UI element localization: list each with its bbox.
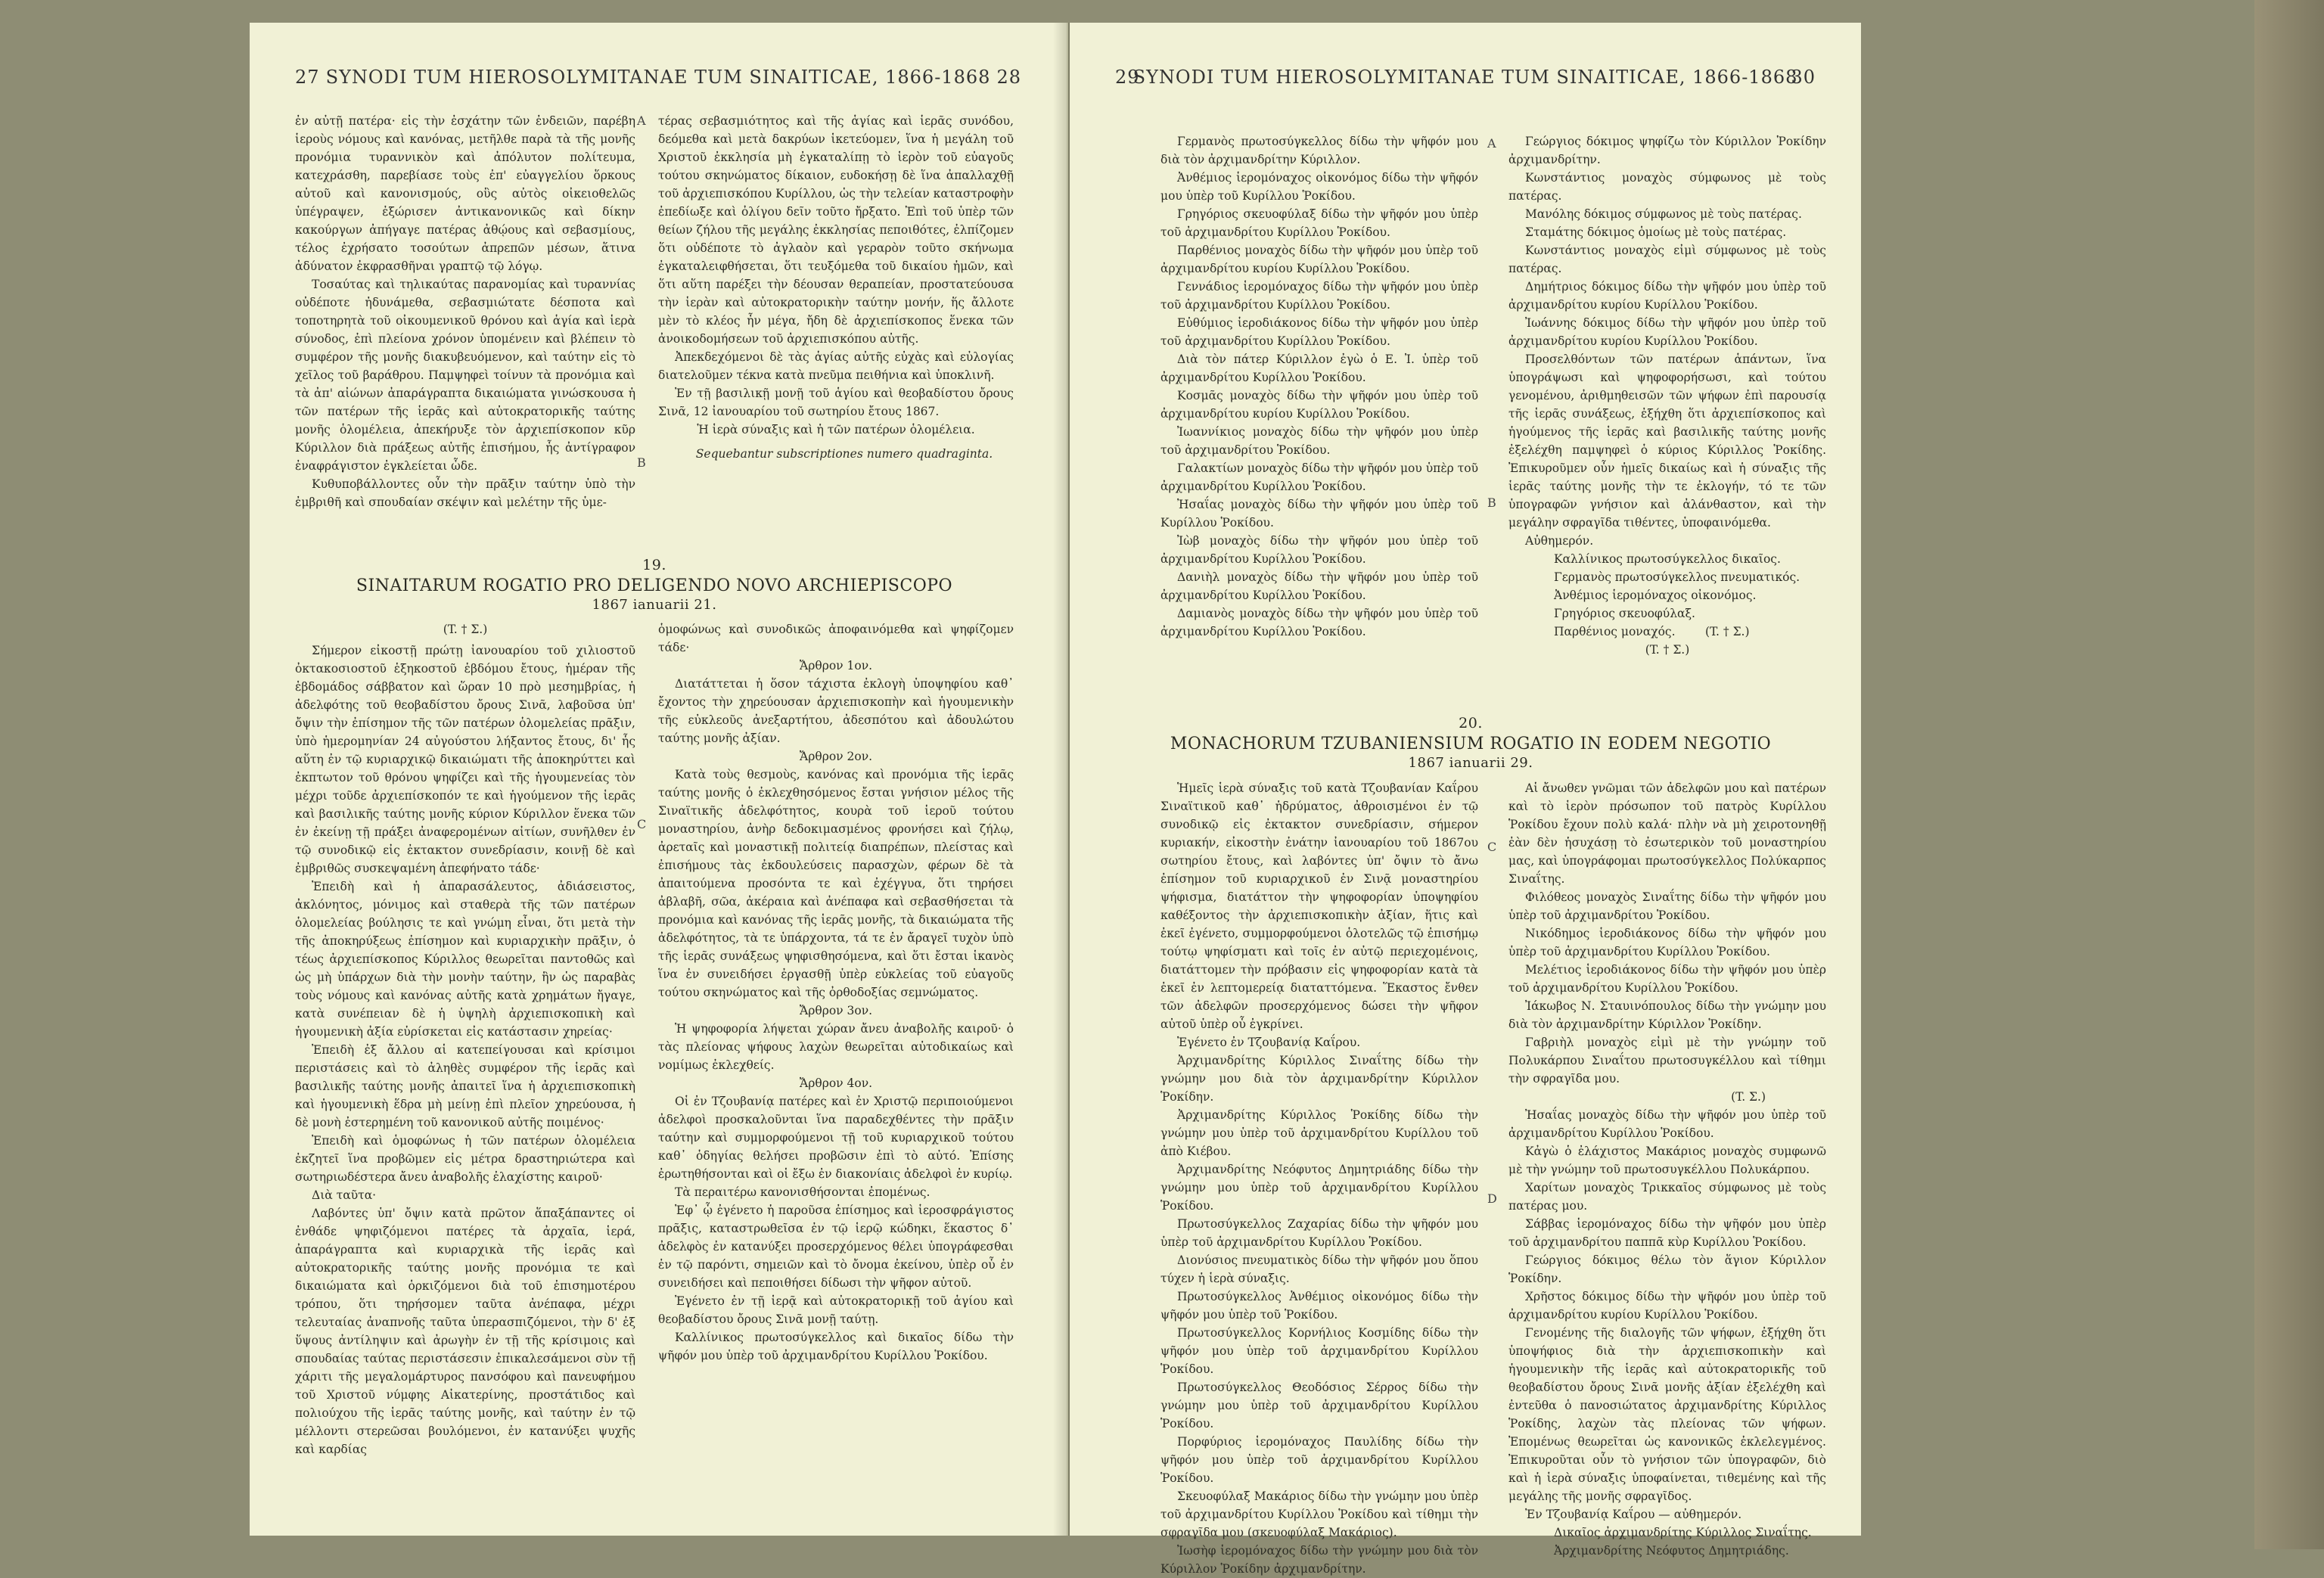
margin-marker: B [637,455,646,470]
vote-entry: Ἰωαννίκιος μοναχὸς δίδω τὴν ψῆφόν μου ὑπὲρ τοῦ ἀρχιμανδρίτου Ῥοκίδου. [1160,425,1478,457]
section-heading [295,557,1014,613]
vote-entry: Αἱ ἄνωθεν γνῶμαι τῶν ἀδελφῶν μου καὶ πατέρων καὶ τὸ ἱερὸν πρόσωπον τοῦ πατρὸς Κυρίλλου Ῥοκίδου ἔχουν πολὺ καλά· πλὴν νὰ μὴ χειροτονηθῇ ἐὰν δὲν ἡσυχάσῃ τὸ ἐσωτερικὸν τοῦ μοναστηρίου μας, καὶ ὑπογράφομαι πρωτοσύγκελλος Πολύκαρπος Σιναΐτης. [1508,781,1826,886]
margin-marker: C [637,817,647,831]
vote-entry: Ἰωσὴφ ἱερομόναχος δίδω τὴν γνώμην μου διὰ τὸν Κύριλλον Ῥοκίδην ἀρχιμανδρίτην. [1160,1544,1478,1576]
vote-entry: Πρωτοσύγκελλος Ἀνθέμιος οἰκονόμος δίδω τὴν ψῆφόν μου ὑπὲρ τοῦ Ῥοκίδου. [1160,1290,1478,1322]
vote-entry: Γεννάδιος ἱερομόναχος δίδω τὴν ψῆφόν μου ὑπὲρ τοῦ ἀρχιμανδρίτου Κυρίλλου Ῥοκίδου. [1160,280,1478,312]
paragraph: Ἐφ᾽ ᾧ ἐγένετο ἡ παροῦσα ἐπίσημος καὶ ἱεροσφράγιστος πρᾶξις, καταστρωθεῖσα ἐν τῷ ἱερῷ κώδηκι, ἕκαστος δ᾽ ἀδελφὸς ἐν κατανύξει προσερχόμενος θέλει ὑπογράφεσθαι ἐν τῷ παρόντι, σημειῶν καὶ τὸ ὄνομα ἐκείνου, ὑπὲρ οὗ ἐν συνειδήσει καὶ πεποιθήσει δίδωσι τὴν ψῆφον αὐτοῦ. [658,1204,1014,1290]
sequebantur-note: Sequebantur subscriptiones numero quadraginta. [695,447,993,461]
running-title: SYNODI TUM HIEROSOLYMITANAE TUM SINAITICAE, 1866-1868 [325,67,991,88]
seal: (T. † Σ.) [443,623,488,636]
vote-entry: Εὐθύμιος ἱεροδιάκονος δίδω τὴν ψῆφόν μου ὑπὲρ τοῦ ἀρχιμανδρίτου Κυρίλλου Ῥοκίδου. [1160,316,1478,348]
signature [1508,623,1826,641]
vote-entry: Γεώργιος δόκιμος ψηφίζω τὸν Κύριλλον Ῥοκίδην ἀρχιμανδρίτην. [1508,135,1826,166]
signature: Ἀνθέμιος ἱερομόναχος οἰκονόμος. [1554,589,1757,602]
vote-entry: Χαρίτων μοναχὸς Τρικκαῖος σύμφωνος μὲ τοὺς πατέρας μου. [1508,1181,1826,1213]
running-title: SYNODI TUM HIEROSOLYMITANAE TUM SINAITICAE, 1866-1868 [1132,67,1798,88]
page-number: 27 [295,67,320,88]
paragraph: Σήμερον εἰκοστῇ πρώτῃ ἰανουαρίου τοῦ χιλιοστοῦ ὀκτακοσιοστοῦ ἑξηκοστοῦ ἑβδόμου ἔτους, ἡμέραν τῆς ἑβδομάδος σάββατον καὶ ὥραν 10 πρὸ μεσημβρίας, ἡ ἀδελφότης τοῦ θεοβαδίστου ὄρους Σινᾶ, λαβοῦσα ὑπ' ὄψιν τὴν ἐπίσημον τῆς τῶν πατέρων ὁλομελείας πρᾶξιν, ὑπὸ ἡμερομηνίαν 24 αὐγούστου λήξαντος ἔτους, δι' ἧς αὕτη ἐν τῷ κυριαρχικῷ δικαιώματι τῆς ἀποκηρύττει καὶ ἐκπτωτον τοῦ θρόνου ψηφίζει καὶ τῆς ἡγουμενείας τὸν μέχρι τοῦδε ἀρχιεπίσκοπόν τε καὶ ἡγούμενον τῆς ἱερᾶς καὶ βασιλικῆς ταύτης μονῆς κύριον Κύριλλον ἕνεκα τῶν ἐν ἐκείνῃ τῇ πράξει ἀναφερομένων αἰτίων, συνῆλθεν ἐν τῷ συνοδικῷ εἰς ἐκτακτον συνεδρίασιν, κοινῇ δὲ καὶ ἐμβριθῶς συσκεψαμένη ἀπεφήνατο τάδε· [295,644,635,875]
text-column [1160,132,1478,715]
paragraph: Κατὰ τοὺς θεσμοὺς, κανόνας καὶ προνόμια τῆς ἱερᾶς ταύτης μονῆς ὁ ἐκλεχθησόμενος ἔσται γνήσιον μέλος τῆς Σιναϊτικῆς ἀδελφότητος, κουρὰ τοῦ ἱεροῦ τούτου μοναστηρίου, ἀνὴρ δεδοκιμασμένος φρονήσει καὶ ζήλῳ, ἀρεταῖς καὶ μοναστικῇ πολιτείᾳ διαπρέπων, πλείστας καὶ ἐπισήμους τὰς ἐκδουλεύσεις παρασχὼν, φέρων δὲ τὰ ἀπαιτούμενα προσόντα τε καὶ ἐχέγγυα, ὅτι τηρήσει ἀβλαβῆ, σῶα, ἀκέραια καὶ ἀνέπαφα καὶ σεβασθήσεται τὰ προνόμια καὶ κανόνας τῆς ἱερᾶς μονῆς, τὰ δικαιώματα τῆς ἀδελφότητος, τὰ τε ὑπάρχοντα, τά τε ἐν ἄραγεῖ τυχὸν ὑπὸ τῆς ἱερᾶς συνάξεως ψηφισθησόμενα, καὶ ὅτι ἔσται ἱκανὸς ἵνα ἐν συνειδήσει ἐργασθῇ ὑπὲρ εὐκλείας τοῦ εὐαγοῦς τούτου σκηνώματος καὶ τῆς ὀρθοδοξίας σεμνώματος. [658,768,1014,999]
vote-entry: Ἀρχιμανδρίτης Κύριλλος Σιναΐτης δίδω τὴν γνώμην μου διὰ τὸν ἀρχιμανδρίτην Κύριλλον Ῥοκίδην. [1160,1054,1478,1104]
vote-entry: Κωνστάντιος μοναχὸς εἰμὶ σύμφωνος μὲ τοὺς πατέρας. [1508,244,1826,275]
article-heading: Ἄρθρον 2ον. [799,750,873,763]
vote-entry: Σάββας ἱερομόναχος δίδω τὴν ψῆφόν μου ὑπὲρ τοῦ ἀρχιμανδρίτου παππᾶ κὺρ Κυρίλλου Ῥοκίδου. [1508,1217,1826,1249]
margin-marker: A [637,113,646,128]
running-head [295,67,1021,97]
paragraph: Ἀπεκδεχόμενοι δὲ τὰς ἁγίας αὐτῆς εὐχὰς καὶ εὐλογίας διατελοῦμεν τέκνα κατὰ πνεῦμα πειθήνια καὶ ὑποκλινῆ. [658,350,1014,382]
vote-entry: Γερμανὸς πρωτοσύγκελλος δίδω τὴν ψῆφόν μου διὰ τὸν ἀρχιμανδρίτην Κύριλλον. [1160,135,1478,166]
text-column [1508,132,1826,715]
vote-entry: Νικόδημος ἱεροδιάκονος δίδω τὴν ψῆφόν μου ὑπὲρ τοῦ ἀρχιμανδρίτου Κυρίλλου Ῥοκίδου. [1508,927,1826,958]
margin-marker: A [1487,136,1496,151]
section-heading [1115,715,1826,771]
section-date: 1867 ianuarii 21. [592,597,717,613]
paragraph: Ἡμεῖς ἱερὰ σύναξις τοῦ κατὰ Τζουβανίαν Καΐρου Σιναϊτικοῦ καθ᾽ ἡδρύματος, ἀθροισμένοι ἐν τῷ συνοδικῷ εἰς ἐκτακτον συνεδρίασιν, σήμερον κυριακήν, εἰκοστὴν ἐνάτην ἰανουαρίου τοῦ 1867ου σωτηρίου ἔτους, καὶ λαβόντες ὑπ' ὄψιν τὸ ἄνω ἐπίσημον τοῦ κυριαρχικοῦ ἐν Σινᾷ μοναστηρίου ψήφισμα, διατάττον τὴν ψηφοφορίαν ὑποψηφίου καθέξοντος τὴν ἀρχιεπισκοπικὴν ἀξίαν, ἥτις καὶ ἐκεῖ ἐγένετο, συμμορφούμενοι ὁλοτελῶς τῷ ἐπισήμῳ τούτῳ ψηφίσματι καὶ τοῖς ἐν αὐτῷ περιεχομένοις, διατάττομεν τὴν πρόβασιν εἰς ψηφοφορίαν κατὰ τὰ ἐκεῖ ἐν λεπτομερείᾳ διαταττόμενα. Ἕκαστος ἔνθεν τῶν ἀδελφῶν προσερχόμενος δώσει τὴν ψῆφον αὐτοῦ ὑπὲρ οὗ ἐγκρίνει. [1160,781,1478,1031]
margin-marker: D [1487,1191,1497,1206]
section-number: 19. [642,557,666,573]
vote-entry: Ἰάκωβος Ν. Σταυινόπουλος δίδω τὴν γνώμην μου διὰ τὸν ἀρχιμανδρίτην Κύριλλον Ῥοκίδην. [1508,999,1826,1031]
paragraph: ἐν αὐτῇ πατέρα· εἰς τὴν ἐσχάτην τῶν ἐνδειῶν, παρέβη ἱεροὺς νόμους καὶ κανόνας, μετῆλθε παρὰ τὰ τῆς μονῆς προνόμια τυραννικὸν καὶ ἀπόλυτον πολίτευμα, κατεχράσθη, παρεβίασε τοὺς ἐπ' εὐαγγελίου ὅρκους αὐτοῦ καὶ κανονισμούς, οὓς αὐτὸς οἰκειοθελῶς ὑπέγραψεν, ἐξώρισεν ἀντικανονικῶς καὶ δίκην κακούργων ἀπήγαγε πατέρας ἀθῴους καὶ σεβασμίους, τέλος ἐχρήσατο τοσούτων ἀπρεπῶν μέσων, ἅτινα ἀδύνατον ἐκφρασθῆναι γραπτῷ τῷ λόγῳ. [295,114,635,273]
signature-name: Παρθένιος μοναχός. [1554,625,1676,638]
book-edge [2254,0,2324,1549]
signature: Καλλίνικος πρωτοσύγκελλος δικαῖος. [1554,552,1781,566]
vote-entry: Δαμιανὸς μοναχὸς δίδω τὴν ψῆφόν μου ὑπὲρ τοῦ ἀρχιμανδρίτου Κυρίλλου Ῥοκίδου. [1160,607,1478,638]
vote-entry: Διὰ τὸν πάτερ Κύριλλον ἐγὼ ὁ Ε. Ἰ. ὑπὲρ τοῦ ἀρχιμανδρίτου Κυρίλλου Ῥοκίδου. [1160,353,1478,384]
paragraph: Προσελθόντων τῶν πατέρων ἁπάντων, ἵνα ὑπογράψωσι καὶ ψηφοφορήσωσι, καὶ τούτου γενομένου, ἀριθμηθεισῶν τῶν ψήφων ἐπὶ παρουσίᾳ τῆς ἱερᾶς συνάξεως, ἐξήχθη ὅτι ἀρχιεπίσκοπος καὶ ἡγούμενος τῆς ἱερᾶς καὶ βασιλικῆς ταύτης μονῆς ἐξελέχθη παμψηφεὶ ὁ κύριος Κύριλλος Ῥοκίδης. Ἐπικυροῦμεν οὖν ἡμεῖς δικαίως καὶ ἡ σύναξις τῆς ἱερᾶς ταύτης μονῆς τὴν τε ἐκλογήν, τό τε τῶν ὑπογραφῶν γνήσιον καὶ ἀλάνθαστον, καὶ τὴν μεγάλην σφραγῖδα τιθέντες, ὑποφαινόμεθα. [1508,353,1826,530]
margin-marker: C [1487,840,1497,854]
paragraph: Διὰ ταῦτα· [312,1188,377,1202]
vote-entry: Μελέτιος ἱεροδιάκονος δίδω τὴν ψῆφόν μου ὑπὲρ τοῦ ἀρχιμανδρίτου Κυρίλλου Ῥοκίδου. [1508,963,1826,995]
vote-entry: Γρηγόριος σκευοφύλαξ δίδω τὴν ψῆφόν μου ὑπὲρ τοῦ ἀρχιμανδρίτου Κυρίλλου Ῥοκίδου. [1160,207,1478,239]
paragraph: Ἐπειδὴ καὶ ἡ ἀπαρασάλευτος, ἀδιάσειστος, ἀκλόνητος, μόνιμος καὶ σταθερὰ τῆς τῶν πατέρων ὁλομελείας βούλησις τε καὶ γνώμη εἶναι, ὅτι μετὰ τὴν τῆς ἀποκηρύξεως ἐπίσημον καὶ κυριαρχικὴν πρᾶξιν, ὁ τέως ἀρχιεπίσκοπος Κύριλλος θεωρεῖται παντοθῶς καὶ ὡς μὴ ὑπάρχων διὰ τὴν μονὴν ταύτην, ἣν ὡς παραβὰς τοὺς νόμους καὶ κανόνας αὐτῆς κατὰ χρημάτων ἤγαγε, κατὰ συνέπειαν δὲ ἡ ὑψηλὴ ἀρχιεπισκοπικὴ καὶ ἡγουμενικὴ ἀξία εὑρίσκεται εἰς κατάστασιν χηρείας· [295,880,635,1039]
text-column [1508,779,1826,1558]
paragraph: ὁμοφώνως καὶ συνοδικῶς ἀποφαινόμεθα καὶ ψηφίζομεν τάδε· [658,623,1014,654]
vote-entry: Δανιὴλ μοναχὸς δίδω τὴν ψῆφόν μου ὑπὲρ τοῦ ἀρχιμανδρίτου Κυρίλλου Ῥοκίδου. [1160,570,1478,602]
paragraph: Ἐν τῇ βασιλικῇ μονῇ τοῦ ἁγίου καὶ θεοβαδίστου ὄρους Σινᾶ, 12 ἰανουαρίου τοῦ σωτηρίου ἔτους 1867. [658,387,1014,418]
vote-entry: Διονύσιος πνευματικὸς δίδω τὴν ψῆφόν μου ὅπου τύχεν ἡ ἱερὰ σύναξις. [1160,1253,1478,1285]
margin-marker: B [1487,495,1496,510]
vote-entry: Φιλόθεος μοναχὸς Σιναΐτης δίδω τὴν ψῆφόν μου ὑπὲρ τοῦ ἀρχιμανδρίτου Ῥοκίδου. [1508,890,1826,922]
article-heading: Ἄρθρον 4ον. [799,1076,873,1090]
page-number: 28 [996,67,1021,88]
vote-entry: Σταμάτης δόκιμος ὁμοίως μὲ τοὺς πατέρας. [1525,225,1787,239]
paragraph: Τοσαύτας καὶ τηλικαύτας παρανομίας καὶ τυραννίας οὐδέποτε ἠδυνάμεθα, σεβασμιώτατε δέσποτα καὶ τοποτηρητὰ τοῦ οἰκουμενικοῦ θρόνου καὶ ἁγία καὶ ἱερὰ σύνοδος, ἐπὶ πλείονα χρόνον ὑπομένειν καὶ βλέπειν τὸ συμφέρον τῆς μονῆς διακυβευόμενον, καὶ ταύτην εἰς τὸ χεῖλος τοῦ βαράθρου. Παμψηφεὶ τοίνυν τὰ προνόμια καὶ τὰ ἀπ' αἰώνων ἀπαράγραπτα δικαιώματα γινώσκουσα ἡ τῶν πατέρων τῆς ἱερᾶς καὶ αὐτοκρατορικῆς ταύτης μονῆς ὁλομέλεια, ἀπεκήρυξε τὸν ἀρχιεπίσκοπον κῦρ Κύριλλον διὰ πράξεως αὐτῆς ἐπισήμου, ἧς ἀντίγραφον ἐναφράγιστον ἐγκλείεται ὧδε. [295,278,635,473]
text-column [295,620,635,1505]
paragraph: Αὐθημερόν. [1525,534,1594,548]
seal: (T. Σ.) [1731,1090,1766,1104]
vote-entry: Παρθένιος μοναχὸς δίδω τὴν ψῆφόν μου ὑπὲρ τοῦ ἀρχιμανδρίτου κυρίου Κυρίλλου Ῥοκίδου. [1160,244,1478,275]
section-title: SINAITARUM ROGATIO PRO DELIGENDO NOVO ARCHIEPISCOPO [356,576,953,595]
section-title: MONACHORUM TZUBANIENSIUM ROGATIO IN EODEM NEGOTIO [1170,735,1772,753]
running-head [1115,67,1816,97]
vote-entry: Δημήτριος δόκιμος δίδω τὴν ψῆφόν μου ὑπὲρ τοῦ ἀρχιμανδρίτου κυρίου Κυρίλλου Ῥοκίδου. [1508,280,1826,312]
paragraph: Ἐν Τζουβανίᾳ Καΐρου — αὐθημερόν. [1525,1508,1742,1521]
text-column [658,112,1014,558]
vote-entry: Ἠσαΐας μοναχὸς δίδω τὴν ψῆφόν μου ὑπὲρ τοῦ ἀρχιμανδρίτου Κυρίλλου Ῥοκίδου. [1508,1108,1826,1140]
text-column [658,620,1014,1505]
section-number: 20. [1459,715,1483,732]
paragraph: Γενομένης τῆς διαλογῆς τῶν ψήφων, ἐξήχθη ὅτι ὑποψήφιος διὰ τὴν ἀρχιεπισκοπικὴν καὶ ἡγουμενικὴν τῆς ἱερᾶς καὶ αὐτοκρατορικῆς τοῦ θεοβαδίστου ὄρους Σινᾶ μονῆς ἀξίαν ἐξελέχθη καὶ ἐντεῦθα ὁ πανοσιώτατος ἀρχιμανδρίτης Κύριλλος Ῥοκίδης, λαχὼν τὰς πλείονας τῶν ψήφων. Ἐπομένως θεωρεῖται ὡς κανονικῶς ἐκλελεγμένος. Ἐπικυροῦται οὖν τὸ γνήσιον τῶν ὑπογραφῶν, διὸ καὶ ἡ ἱερὰ σύναξις ὑποφαίνεται, τιθεμένης καὶ τῆς μεγάλης τῆς μονῆς σφραγῖδος. [1508,1326,1826,1503]
signature: Ἀρχιμανδρίτης Νεόφυτος Δημητριάδης. [1554,1544,1789,1558]
paragraph: Ἐπειδὴ ἐξ ἄλλου αἱ κατεπείγουσαι καὶ κρίσιμοι περιστάσεις καὶ τὸ ἀληθὲς συμφέρον τῆς ἱερᾶς καὶ βασιλικῆς ταύτης μονῆς ἀπαιτεῖ ἵνα ἡ ἀρχιεπισκοπικὴ καὶ ἡγουμενικὴ ἕδρα μὴ μείνῃ ἐπὶ πλεῖον χηρεύουσα, ἡ δὲ μονὴ ἐστερημένη τοῦ κανονικοῦ αὐτῆς ποιμένος· [295,1043,635,1129]
vote-entry: Κἀγὼ ὁ ἐλάχιστος Μακάριος μοναχὸς συμφωνῶ μὲ τὴν γνώμην τοῦ πρωτοσυγκέλλου Πολυκάρπου. [1508,1145,1826,1176]
article-heading: Ἄρθρον 3ον. [799,1004,873,1017]
paragraph: Διατάττεται ἡ ὅσον τάχιστα ἐκλογὴ ὑποψηφίου καθ᾽ ἔχοντος τὴν χηρεύουσαν ἀρχιεπισκοπὴν καὶ ἡγουμενικὴν τῆς εὐκλεοῦς ἀνεξαρτήτου, ἀδεσπότου καὶ ἀδουλώτου ταύτης μονῆς ἀξίαν. [658,677,1014,745]
article-heading: Ἄρθρον 1ον. [799,659,873,673]
paragraph: τέρας σεβασμιότητος καὶ τῆς ἁγίας καὶ ἱερᾶς συνόδου, δεόμεθα καὶ μετὰ δακρύων ἱκετεύομεν, ἵνα ἡ μεγάλη τοῦ Χριστοῦ ἐκκλησία μὴ ἐγκαταλίπῃ τὸ ἱερὸν τοῦ εὐαγοῦς τούτου σκηνώματος δίκαιον, ευδοκήσῃ δὲ ἵνα ἀπαλλαχθῇ τοῦ ἀρχιεπισκόπου Κυρίλλου, ὡς τὴν τελείαν καταστροφὴν ἐπεδίωξε καὶ ὀλίγου δεῖν τοῦτο ἤρξατο. Ἐπὶ τοῦ ὑπὲρ τῶν θείων ζήλου τῆς μεγάλης ἐκκλησίας πεποιθότες, ἐλπίζομεν ὅτι οὐδέποτε τὸ ἀγλαὸν καὶ γεραρὸν τοῦτο σκήνωμα ἐγκαταλειφθήσεται, ὅτι τευξόμεθα τοῦ δικαίου ἡμῶν, καὶ ὅτι αὕτη παρέξει τὴν δέουσαν θεραπείαν, προστατεύουσα τὴν ἱερὰν καὶ αὐτοκρατορικὴν ταύτην μονήν, ἥς ἄλλοτε μὲν τὸ κλέος ἦν μέγα, ἤδη δὲ ἀρχιεπίσκοπος ἕνεκα τῶν ἀνοικοδομήσεων τοῦ ἀρχιεπισκόπου αὐτῆς. [658,114,1014,346]
paragraph: Κυθυποβάλλοντες οὖν τὴν πρᾶξιν ταύτην ὑπὸ τὴν ἐμβριθῆ καὶ σπουδαίαν σκέψιν καὶ μελέτην τῆς ὑμε- [295,477,635,509]
page-number: 29 [1115,67,1140,88]
section-date: 1867 ianuarii 29. [1408,755,1533,771]
right-page [1070,23,1861,1576]
signature: Δικαῖος ἀρχιμανδρίτης Κύριλλος Σιναΐτης. [1554,1526,1812,1539]
vote-entry: Ἀνθέμιος ἱερομόναχος οἰκονόμος δίδω τὴν ψῆφόν μου ὑπὲρ τοῦ Κυρίλλου Ῥοκίδου. [1160,171,1478,203]
signature: Γερμανὸς πρωτοσύγκελλος πνευματικός. [1554,570,1800,584]
vote-entry: Χρῆστος δόκιμος δίδω τὴν ψῆφόν μου ὑπὲρ τοῦ ἀρχιμανδρίτου κυρίου Κυρίλλου Ῥοκίδου. [1508,1290,1826,1322]
text-column [295,112,635,558]
vote-entry: Γεώργιος δόκιμος θέλω τὸν ἅγιον Κύριλλον Ῥοκίδην. [1508,1253,1826,1285]
vote-entry: Πορφύριος ἱερομόναχος Παυλίδης δίδω τὴν ψῆφόν μου ὑπὲρ τοῦ ἀρχιμανδρίτου Κυρίλλου Ῥοκίδου. [1160,1435,1478,1485]
seal: (T. † Σ.) [1645,643,1690,657]
vote-entry: Ἠσαΐας μοναχὸς δίδω τὴν ψῆφόν μου ὑπὲρ τοῦ Κυρίλλου Ῥοκίδου. [1160,498,1478,530]
vote-entry: Ἰωάννης δόκιμος δίδω τὴν ψῆφόν μου ὑπὲρ τοῦ ἀρχιμανδρίτου κυρίου Κυρίλλου Ῥοκίδου. [1508,316,1826,348]
vote-entry: Γαλακτίων μοναχὸς δίδω τὴν ψῆφόν μου ὑπὲρ τοῦ ἀρχιμανδρίτου Κυρίλλου Ῥοκίδου. [1160,461,1479,493]
vote-entry: Κοσμᾶς μοναχὸς δίδω τὴν ψῆφόν μου ὑπὲρ τοῦ ἀρχιμανδρίτου κυρίου Κυρίλλου Ῥοκίδου. [1160,389,1478,421]
vote-entry: Κωνστάντιος μοναχὸς σύμφωνος μὲ τοὺς πατέρας. [1508,171,1826,203]
vote-entry: Πρωτοσύγκελλος Κορνήλιος Κοσμίδης δίδω τὴν ψῆφόν μου ὑπὲρ τοῦ ἀρχιμανδρίτου Κυρίλλου Ῥοκίδου. [1160,1326,1478,1376]
paragraph: Ἐγένετο ἐν Τζουβανίᾳ Καΐρου. [1177,1036,1361,1049]
signature: Γρηγόριος σκευοφύλαξ. [1554,607,1695,620]
paragraph: Τὰ περαιτέρω κανονισθήσονται ἐπομένως. [675,1185,931,1199]
paragraph: Ἡ ἱερὰ σύναξις καὶ ἡ τῶν πατέρων ὁλομέλεια. [697,423,975,436]
vote-entry: Ἀρχιμανδρίτης Νεόφυτος Δημητριάδης δίδω τὴν γνώμην μου ὑπὲρ τοῦ ἀρχιμανδρίτου Κυρίλλου Ῥοκίδου. [1160,1163,1478,1213]
paragraph: Ἡ ψηφοφορία λήψεται χώραν ἄνευ ἀναβολῆς καιροῦ· ὁ τὰς πλείονας ψήφους λαχὼν θεωρεῖται αὐτοδικαίως καὶ νομίμως ἐκλεχθείς. [658,1022,1014,1072]
paragraph: Οἱ ἐν Τζουβανίᾳ πατέρες καὶ ἐν Χριστῷ περιποιούμενοι ἀδελφοὶ προσκαλοῦνται ἵνα παραδεχθέντες τὴν πρᾶξιν ταύτην καὶ συμμορφούμενοι τῇ τοῦ κυριαρχικοῦ τούτου καθ᾽ ὁδηγίας θελήσει προβῶσιν ἐπὶ τὸ αὐτό. Ἐπίσης ἐρωτηθήσονται καὶ οἱ ἔξω ἐν διακονίαις ἀδελφοὶ ἐν κυρίῳ. [658,1095,1014,1181]
vote-entry: Ἰὼβ μοναχὸς δίδω τὴν ψῆφόν μου ὑπὲρ τοῦ ἀρχιμανδρίτου Κυρίλλου Ῥοκίδου. [1160,534,1478,566]
vote-entry: Ἀρχιμανδρίτης Κύριλλος Ῥοκίδης δίδω τὴν γνώμην μου ὑπὲρ τοῦ ἀρχιμανδρίτου Κυρίλλου τοῦ ἀπὸ Κιέβου. [1160,1108,1478,1158]
vote-entry: Πρωτοσύγκελλος Θεοδόσιος Σέρρος δίδω τὴν γνώμην μου ὑπὲρ τοῦ ἀρχιμανδρίτου Κυρίλλου Ῥοκίδου. [1160,1381,1478,1430]
vote-entry: Πρωτοσύγκελλος Ζαχαρίας δίδω τὴν ψῆφόν μου ὑπὲρ τοῦ ἀρχιμανδρίτου Κυρίλλου Ῥοκίδου. [1160,1217,1478,1249]
page-number: 30 [1791,67,1816,88]
vote-entry: Γαβριὴλ μοναχὸς εἰμὶ μὲ τὴν γνώμην τοῦ Πολυκάρπου Σιναΐτου πρωτοσυγκέλλου καὶ τίθημι τὴν σφραγῖδα μου. [1508,1036,1826,1086]
paragraph: Λαβόντες ὑπ' ὄψιν κατὰ πρῶτον ἅπαξάπαντες οἱ ἐνθάδε ψηφιζόμενοι πατέρες τὰ ἀρχαῖα, ἱερά, ἀπαράγραπτα καὶ κυριαρχικὰ τῆς ἱερᾶς καὶ αὐτοκρατορικῆς ταύτης μονῆς προνόμια τε καὶ δικαιώματα καὶ ὁρκιζόμενοι διὰ τοῦ ἐπισημοτέρου τρόπου, ὅτι τηρήσομεν ταῦτα ἀνέπαφα, μέχρι τελευταίας ἀναπνοῆς ταῦτα ὑπερασπιζόμενοι, τὴν δ' ἐξ ὕψους ἀντίληψιν καὶ ἀρωγὴν ἐν τῇ τῆς κρίσιμοις καὶ σπουδαίας ταύτας περιστάσεσιν ἐπικαλεσάμενοι σὺν τῇ χάριτι τῆς μεγαλομάρτυρος πανσόφου καὶ πανευφήμου τοῦ Χριστοῦ νύμφης Αἰκατερίνης, προστάτιδος καὶ πολιούχου τῆς ἱερᾶς ταύτης μονῆς, καὶ ταύτην ἐν τῷ μέλλοντι στερεῶσαι βουλόμενοι, ἐν κατανύξει ψυχῆς καὶ καρδίας [295,1207,635,1456]
seal: (T. † Σ.) [1704,625,1750,638]
paragraph: Ἐγένετο ἐν τῇ ἱερᾷ καὶ αὐτοκρατορικῇ τοῦ ἁγίου καὶ θεοβαδίστου ὄρους Σινᾶ μονῇ ταύτῃ. [658,1294,1014,1326]
left-page [250,23,1068,1536]
vote-entry: Μανόλης δόκιμος σύμφωνος μὲ τοὺς πατέρας. [1525,207,1802,221]
paragraph: Ἐπειδὴ καὶ ὁμοφώνως ἡ τῶν πατέρων ὁλομέλεια ἐκζητεῖ ἵνα προβῶμεν εἰς μέτρα δραστηριώτερα καὶ σωτηριωδέστερα ἄνευ ἀναβολῆς ἐλαχίστης καιροῦ· [295,1134,635,1184]
paragraph: Καλλίνικος πρωτοσύγκελλος καὶ δικαῖος δίδω τὴν ψῆφόν μου ὑπὲρ τοῦ ἀρχιμανδρίτου Κυρίλλου Ῥοκίδου. [658,1331,1014,1362]
vote-entry: Σκευοφύλαξ Μακάριος δίδω τὴν γνώμην μου ὑπὲρ τοῦ ἀρχιμανδρίτου Κυρίλλου Ῥοκίδου καὶ τίθημι τὴν σφραγῖδα μου (σκευοφύλαξ Μακάριος). [1160,1489,1478,1539]
text-column [1160,779,1478,1576]
